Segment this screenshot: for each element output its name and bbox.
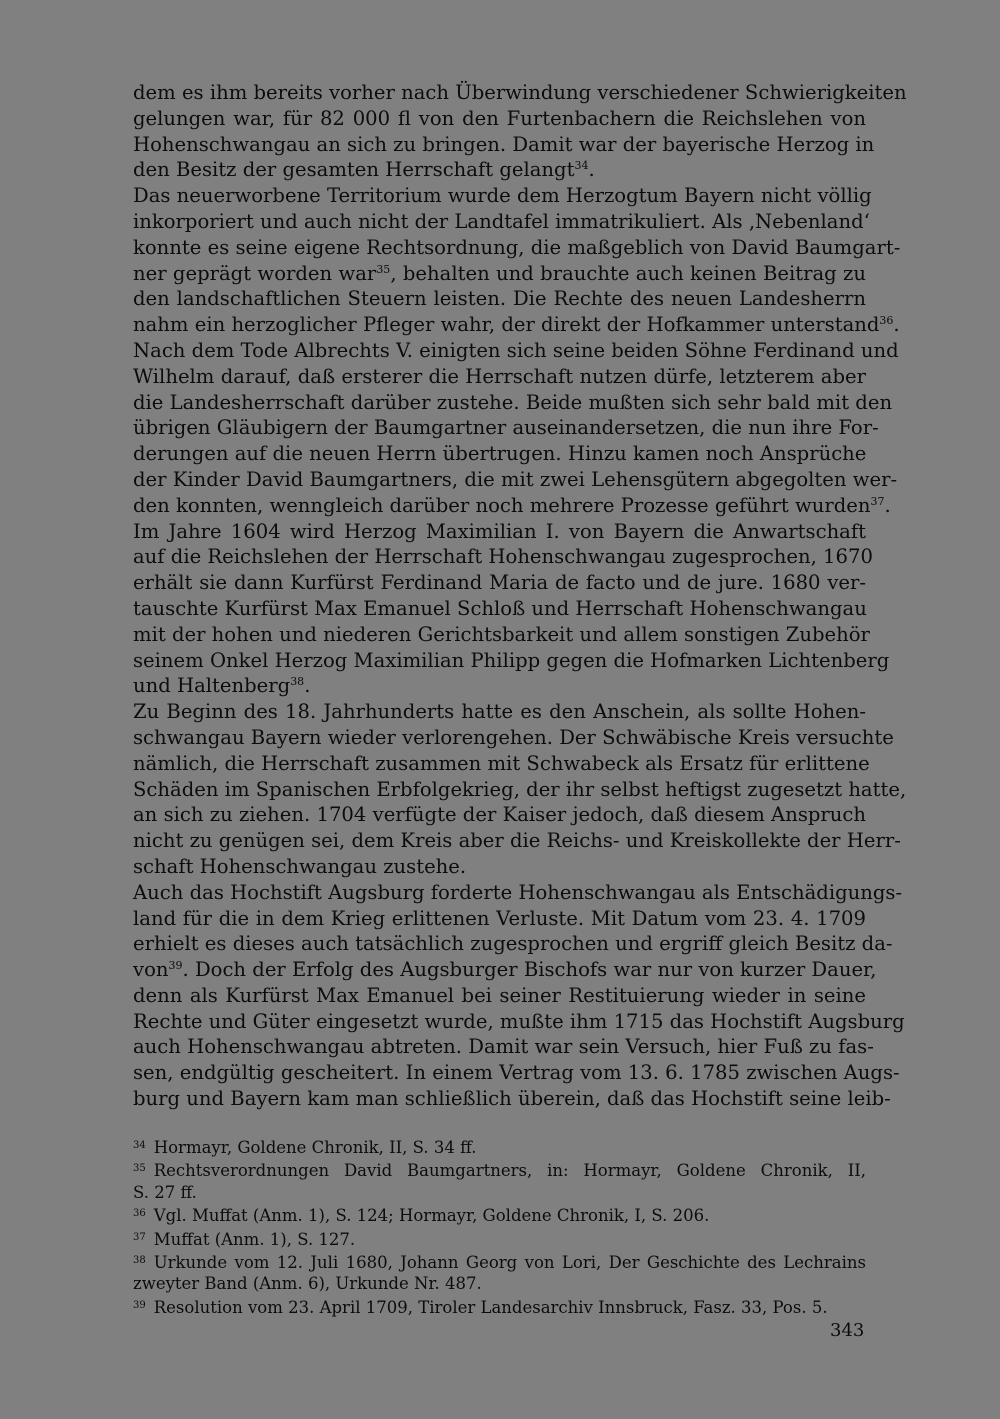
footnote (133, 1135, 866, 1158)
paragraph (133, 699, 907, 880)
footnote-number: 38 (133, 1255, 146, 1267)
text-fragment: ner geprägt worden war (133, 261, 377, 285)
text-fragment: den Besitz der gesamten Herrschaft gelangt (133, 158, 575, 182)
footnote-ref: 36 (879, 314, 894, 328)
text-fragment: den konnten, wenngleich darüber noch mehrere Prozesse geführt wurden (133, 493, 871, 517)
footnote-text: Rechtsverordnungen David Baumgartners, in: Hormayr, Goldene Chronik, II, (153, 1161, 866, 1181)
text-line: tauschte Kurfürst Max Emanuel Schloß und Herrschaft Hohenschwangau (133, 596, 867, 620)
text-line: Hohenschwangau an sich zu bringen. Damit war der bayerische Herzog in (133, 132, 875, 156)
paragraph (133, 880, 905, 1112)
text-line (133, 157, 866, 183)
text-line (133, 261, 866, 287)
text-line: konnte es seine eigene Rechtsordnung, die maßgeblich von David Baumgart- (133, 235, 901, 259)
body-text (133, 80, 907, 1112)
paragraph (133, 183, 901, 338)
footnote (133, 1158, 866, 1203)
text-line (133, 493, 891, 519)
text-line: inkorporiert und auch nicht der Landtafel immatrikuliert. Als ‚Nebenland‘ (133, 209, 870, 233)
text-fragment: , behalten und brauchte auch keinen Beitrag zu (390, 261, 866, 285)
text-line: schaft Hohenschwangau zustehe. (133, 854, 467, 878)
footnote (133, 1295, 866, 1318)
text-line: auf die Reichslehen der Herrschaft Hohenschwangau zugesprochen, 1670 (133, 545, 873, 569)
text-line: derungen auf die neuen Herrn übertrugen. Hinzu kamen noch Ansprüche (133, 442, 867, 466)
text-fragment: . (304, 674, 311, 698)
text-line: sen, endgültig gescheitert. In einem Vertrag vom 13. 6. 1785 zwischen Augs- (133, 1061, 900, 1085)
footnote-continuation: zweyter Band (Anm. 6), Urkunde Nr. 487. (133, 1274, 482, 1294)
paragraph (133, 80, 907, 183)
footnote-ref: 39 (168, 959, 183, 973)
text-line: nämlich, die Herrschaft zusammen mit Schwabeck als Ersatz für erlittene (133, 751, 870, 775)
text-line: erhielt es dieses auch tatsächlich zugesprochen und ergriff gleich Besitz da- (133, 932, 893, 956)
footnote (133, 1250, 866, 1295)
text-line (133, 957, 877, 983)
footnote-number: 36 (133, 1208, 146, 1220)
footnote-ref: 38 (290, 675, 305, 689)
text-line: der Kinder David Baumgartners, die mit zwei Lehensgütern abgegolten wer- (133, 467, 898, 491)
text-line: Wilhelm darauf, daß ersterer die Herrschaft nutzen dürfe, letzterem aber (133, 364, 866, 388)
text-line: seinem Onkel Herzog Maximilian Philipp gegen die Hofmarken Lichtenberg (133, 648, 890, 672)
text-line: schwangau Bayern wieder verlorengehen. Der Schwäbische Kreis versuchte (133, 725, 894, 749)
page-number: 343 (830, 1320, 865, 1341)
paragraph (133, 338, 899, 519)
text-line: Zu Beginn des 18. Jahrhunderts hatte es den Anschein, als sollte Hohen- (133, 700, 866, 724)
text-line: Das neuerworbene Territorium wurde dem Herzogtum Bayern nicht völlig (133, 184, 872, 208)
text-fragment: und Haltenberg (133, 674, 291, 698)
text-fragment: nahm ein herzoglicher Pfleger wahr, der direkt der Hofkammer unterstand (133, 313, 880, 337)
footnote-number: 39 (133, 1299, 146, 1311)
footnote-ref: 34 (574, 159, 589, 173)
text-line (133, 673, 866, 699)
footnote-text: Hormayr, Goldene Chronik, II, S. 34 ff. (153, 1138, 477, 1157)
text-line: land für die in dem Krieg erlittenen Verluste. Mit Datum vom 23. 4. 1709 (133, 906, 866, 930)
footnote-ref: 35 (376, 262, 391, 276)
text-line: den landschaftlichen Steuern leisten. Die Rechte des neuen Landesherrn (133, 287, 866, 311)
footnote (133, 1203, 866, 1226)
text-line: Nach dem Tode Albrechts V. einigten sich seine beiden Söhne Ferdinand und (133, 338, 899, 362)
text-line: erhält sie dann Kurfürst Ferdinand Maria de facto und de jure. 1680 ver- (133, 571, 866, 595)
text-line: Rechte und Güter eingesetzt wurde, mußte ihm 1715 das Hochstift Augsburg (133, 1009, 905, 1033)
text-line: Schäden im Spanischen Erbfolgekrieg, der ihr selbst heftigst zugesetzt hatte, (133, 777, 907, 801)
text-line: auch Hohenschwangau abtreten. Damit war sein Versuch, hier Fuß zu fas- (133, 1035, 874, 1059)
text-line: denn als Kurfürst Max Emanuel bei seiner Restituierung wieder in seine (133, 983, 866, 1007)
footnote-line (133, 1250, 866, 1273)
text-line: nicht zu genügen sei, dem Kreis aber die Reichs- und Kreiskollekte der Herr- (133, 829, 901, 853)
footnote-number: 35 (133, 1163, 146, 1175)
footnote (133, 1227, 866, 1250)
text-fragment: . (893, 313, 900, 337)
footnote-text: Vgl. Muffat (Anm. 1), S. 124; Hormayr, Goldene Chronik, I, S. 206. (153, 1206, 710, 1226)
footnote-text: Urkunde vom 12. Juli 1680, Johann Georg von Lori, Der Geschichte des Lechrains (153, 1253, 866, 1273)
text-line: mit der hohen und niederen Gerichtsbarkeit und allem sonstigen Zubehör (133, 622, 870, 646)
text-fragment: . (884, 493, 891, 517)
footnotes (133, 1135, 866, 1318)
text-line (133, 312, 900, 338)
paragraph (133, 519, 890, 700)
footnote-ref: 37 (870, 494, 885, 508)
footnote-number: 37 (133, 1231, 146, 1243)
text-fragment: . Doch der Erfolg des Augsburger Bischofs war nur von kurzer Dauer, (182, 958, 877, 982)
footnote-text: Resolution vom 23. April 1709, Tiroler Landesarchiv Innsbruck, Fasz. 33, Pos. 5. (153, 1297, 828, 1317)
footnote-number: 34 (133, 1140, 146, 1151)
text-fragment: von (133, 958, 169, 982)
text-line: Auch das Hochstift Augsburg forderte Hohenschwangau als Entschädigungs- (133, 880, 903, 904)
footnote-text: Muffat (Anm. 1), S. 127. (153, 1229, 356, 1249)
text-line: an sich zu ziehen. 1704 verfügte der Kaiser jedoch, daß diesem Anspruch (133, 803, 866, 827)
text-line: die Landesherrschaft darüber zustehe. Beide mußten sich sehr bald mit den (133, 390, 893, 414)
footnote-line (133, 1158, 866, 1181)
text-fragment: . (588, 158, 595, 182)
text-line: gelungen war, für 82 000 fl von den Furtenbachern die Reichslehen von (133, 106, 866, 130)
footnote-continuation: S. 27 ff. (133, 1182, 197, 1202)
text-line: Im Jahre 1604 wird Herzog Maximilian I. von Bayern die Anwartschaft (133, 519, 866, 543)
text-line: dem es ihm bereits vorher nach Überwindung verschiedener Schwierigkeiten (133, 81, 907, 104)
text-line: übrigen Gläubigern der Baumgartner auseinandersetzen, die nun ihre For- (133, 416, 879, 440)
text-line: burg und Bayern kam man schließlich überein, daß das Hochstift seine leib- (133, 1087, 891, 1111)
